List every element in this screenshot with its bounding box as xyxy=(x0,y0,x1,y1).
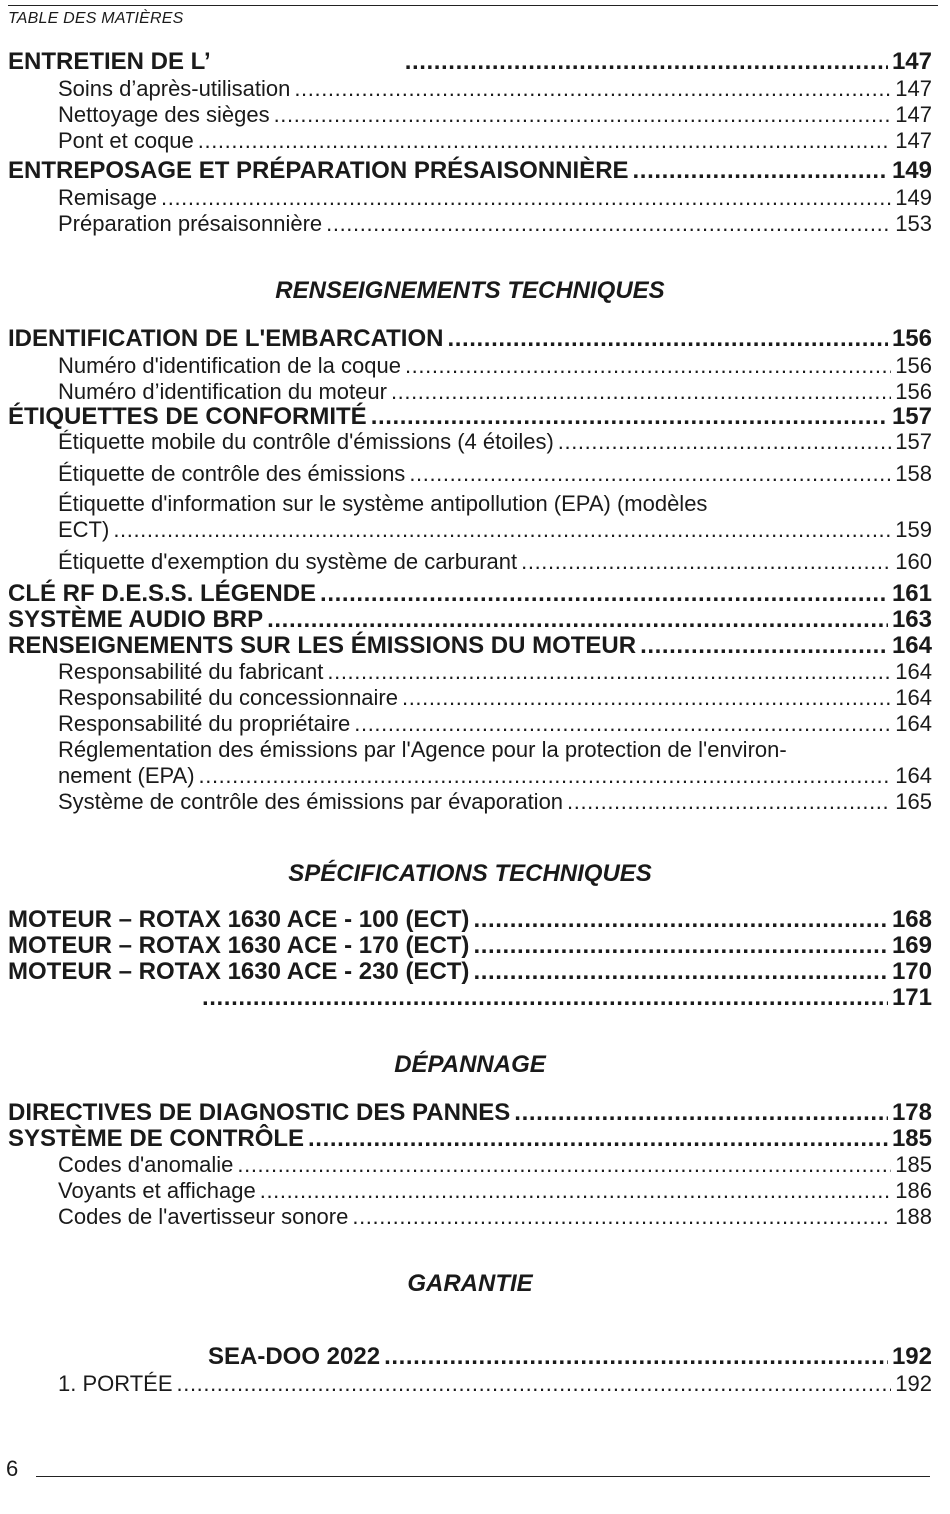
toc-leader xyxy=(294,76,891,102)
toc-entry-label: Responsabilité du fabricant xyxy=(58,659,324,684)
toc-entry-label: CLÉ RF D.E.S.S. LÉGENDE xyxy=(8,580,317,607)
toc-entry-level1[interactable] xyxy=(8,932,932,960)
toc-entry-level2[interactable] xyxy=(58,128,932,154)
toc-entry-page: 160 xyxy=(895,549,932,574)
toc-leader xyxy=(267,606,888,634)
toc-entry-page: 164 xyxy=(895,763,932,788)
toc-entry-level2[interactable] xyxy=(58,1371,932,1397)
toc-entry-label: Étiquette mobile du contrôle d'émissions (4 étoiles) xyxy=(58,429,554,454)
toc-leader xyxy=(405,353,891,379)
toc-entry-page: 153 xyxy=(895,211,932,236)
toc-entry-page: 185 xyxy=(891,1125,932,1152)
toc-entry-label: ÉTIQUETTES DE CONFORMITÉ xyxy=(8,403,367,430)
toc-entry-level1[interactable] xyxy=(8,403,932,431)
toc-entry-page: 171 xyxy=(891,984,932,1011)
header-rule xyxy=(8,5,938,6)
toc-entry-label: RENSEIGNEMENTS SUR LES ÉMISSIONS DU MOTEUR xyxy=(8,632,637,659)
toc-entry-label: Nettoyage des sièges xyxy=(58,102,270,127)
toc-leader xyxy=(447,325,887,353)
toc-entry-label: MOTEUR – ROTAX 1630 ACE - 230 (ECT) xyxy=(8,958,470,985)
toc-entry-level1[interactable] xyxy=(8,984,932,1012)
toc-leader xyxy=(391,379,891,405)
toc-entry-page: 188 xyxy=(895,1204,932,1229)
toc-entry-page: 164 xyxy=(895,711,932,736)
toc-leader xyxy=(473,906,888,934)
toc-entry-label: Pont et coque xyxy=(58,128,194,153)
toc-leader xyxy=(161,185,891,211)
toc-entry-label: Remisage xyxy=(58,185,158,210)
toc-entry-page: 147 xyxy=(895,128,932,153)
section-heading: RENSEIGNEMENTS TECHNIQUES xyxy=(275,277,665,304)
toc-entry-label: nement (EPA) xyxy=(58,763,195,788)
toc-leader xyxy=(237,1152,891,1178)
toc-entry-level2[interactable] xyxy=(58,549,932,575)
toc-entry-label: SYSTÈME AUDIO BRP xyxy=(8,606,264,633)
toc-leader xyxy=(521,549,891,575)
toc-entry-page: 186 xyxy=(895,1178,932,1203)
section-heading: DÉPANNAGE xyxy=(394,1051,546,1078)
toc-entry-label: Responsabilité du concessionnaire xyxy=(58,685,398,710)
page-number: 6 xyxy=(6,1456,19,1481)
toc-entry-label: MOTEUR – ROTAX 1630 ACE - 100 (ECT) xyxy=(8,906,470,933)
toc-entry-label: Préparation présaisonnière xyxy=(58,211,323,236)
toc-leader xyxy=(177,1371,892,1397)
toc-entry-label: Responsabilité du propriétaire xyxy=(58,711,351,736)
toc-entry-level2[interactable] xyxy=(58,517,932,543)
toc-leader xyxy=(274,102,892,128)
toc-entry-level2[interactable] xyxy=(58,461,932,487)
toc-entry-level1[interactable] xyxy=(8,48,932,76)
toc-entry-level2[interactable] xyxy=(58,1152,932,1178)
toc-entry-level1[interactable] xyxy=(8,606,932,634)
toc-entry-page: 147 xyxy=(895,102,932,127)
toc-entry-level2[interactable] xyxy=(58,763,932,789)
toc-entry-label: Codes d'anomalie xyxy=(58,1152,234,1177)
section-heading: SPÉCIFICATIONS TECHNIQUES xyxy=(288,860,652,887)
toc-entry-label: ECT) xyxy=(58,517,110,542)
toc-leader xyxy=(202,984,888,1012)
toc-entry-page: 149 xyxy=(895,185,932,210)
toc-entry-label: Soins d’après-utilisation xyxy=(58,76,291,101)
toc-entry-label: ENTRETIEN DE L’ xyxy=(8,48,211,75)
toc-entry-page: 192 xyxy=(891,1343,932,1370)
toc-entry-level2[interactable] xyxy=(58,102,932,128)
toc-entry-level1[interactable] xyxy=(8,580,932,608)
toc-entry-page: 157 xyxy=(891,403,932,430)
toc-entry-page: 157 xyxy=(895,429,932,454)
toc-entry-level1[interactable] xyxy=(8,325,932,353)
toc-leader xyxy=(199,763,892,789)
running-header: TABLE DES MATIÈRES xyxy=(8,10,184,27)
toc-entry-page: 192 xyxy=(895,1371,932,1396)
section-heading: GARANTIE xyxy=(407,1270,533,1297)
toc-leader xyxy=(260,1178,892,1204)
toc-leader xyxy=(354,711,891,737)
toc-entry-label: Codes de l'avertisseur sonore xyxy=(58,1204,349,1229)
toc-entry-page: 163 xyxy=(891,606,932,633)
toc-entry-label: Étiquette de contrôle des émissions xyxy=(58,461,406,486)
toc-entry-page: 156 xyxy=(891,325,932,352)
toc-entry-label: ENTREPOSAGE ET PRÉPARATION PRÉSAISONNIÈRE xyxy=(8,157,629,184)
toc-entry-level1[interactable] xyxy=(208,1343,932,1371)
toc-entry-label: SEA-DOO 2022 xyxy=(208,1343,381,1370)
toc-entry-level2[interactable] xyxy=(58,789,932,815)
toc-entry-label: DIRECTIVES DE DIAGNOSTIC DES PANNES xyxy=(8,1099,511,1126)
toc-leader xyxy=(640,632,888,660)
toc-entry-page: 164 xyxy=(891,632,932,659)
toc-entry-level2[interactable] xyxy=(58,1178,932,1204)
toc-entry-level2[interactable] xyxy=(58,685,932,711)
toc-leader xyxy=(384,1343,888,1371)
toc-entry-page: 158 xyxy=(895,461,932,486)
toc-entry-level1[interactable] xyxy=(8,157,932,185)
toc-entry-label: MOTEUR – ROTAX 1630 ACE - 170 (ECT) xyxy=(8,932,470,959)
toc-entry-level2[interactable] xyxy=(58,711,932,737)
toc-leader xyxy=(558,429,891,455)
toc-entry-label-line1: Réglementation des émissions par l'Agence pour la protection de l'environ- xyxy=(58,737,787,762)
toc-entry-label: Numéro d'identification de la coque xyxy=(58,353,401,378)
toc-entry-level1[interactable] xyxy=(8,958,932,986)
toc-entry-page: 164 xyxy=(895,685,932,710)
toc-entry-label: IDENTIFICATION DE L'EMBARCATION xyxy=(8,325,444,352)
toc-entry-level2[interactable] xyxy=(58,353,932,379)
toc-leader xyxy=(113,517,891,543)
toc-entry-label: SYSTÈME DE CONTRÔLE xyxy=(8,1125,305,1152)
toc-entry-level2[interactable] xyxy=(58,379,932,405)
toc-leader xyxy=(327,659,891,685)
toc-entry-page: 149 xyxy=(891,157,932,184)
toc-entry-label: Étiquette d'exemption du système de carburant xyxy=(58,549,518,574)
toc-entry-label-line1: Étiquette d'information sur le système antipollution (EPA) (modèles xyxy=(58,491,708,516)
toc-entry-page: 156 xyxy=(895,379,932,404)
toc-leader xyxy=(371,403,888,431)
toc-entry-level1[interactable] xyxy=(8,1099,932,1127)
toc-entry-level1[interactable] xyxy=(8,906,932,934)
toc-entry-label: Système de contrôle des émissions par évaporation xyxy=(58,789,564,814)
toc-leader xyxy=(409,461,891,487)
toc-leader xyxy=(326,211,891,237)
toc-entry-level2[interactable] xyxy=(58,76,932,102)
toc-entry-page: 164 xyxy=(895,659,932,684)
toc-leader xyxy=(402,685,891,711)
toc-entry-level2[interactable] xyxy=(58,429,932,455)
toc-leader xyxy=(308,1125,888,1153)
toc-entry-level1[interactable] xyxy=(8,1125,932,1153)
toc-entry-page: 161 xyxy=(891,580,932,607)
toc-entry-page: 169 xyxy=(891,932,932,959)
toc-entry-page: 168 xyxy=(891,906,932,933)
toc-leader xyxy=(352,1204,891,1230)
toc-entry-level2[interactable] xyxy=(58,185,932,211)
toc-entry-label: Numéro d’identification du moteur xyxy=(58,379,387,404)
toc-entry-page: 156 xyxy=(895,353,932,378)
footer-rule xyxy=(36,1476,930,1477)
toc-entry-level2[interactable] xyxy=(58,659,932,685)
toc-leader xyxy=(473,932,888,960)
toc-entry-label: 1. PORTÉE xyxy=(58,1371,173,1396)
toc-entry-page: 170 xyxy=(891,958,932,985)
toc-entry-page: 147 xyxy=(891,48,932,75)
toc-leader xyxy=(473,958,888,986)
toc-entry-level2[interactable] xyxy=(58,211,932,237)
toc-entry-level2[interactable] xyxy=(58,1204,932,1230)
toc-entry-page: 165 xyxy=(895,789,932,814)
toc-entry-page: 185 xyxy=(895,1152,932,1177)
toc-entry-page: 147 xyxy=(895,76,932,101)
toc-leader xyxy=(514,1099,888,1127)
toc-entry-label: Voyants et affichage xyxy=(58,1178,256,1203)
toc-entry-page: 178 xyxy=(891,1099,932,1126)
toc-leader xyxy=(320,580,888,608)
toc-leader xyxy=(405,48,888,76)
toc-leader xyxy=(567,789,891,815)
toc-entry-level1[interactable] xyxy=(8,632,932,660)
toc-entry-page: 159 xyxy=(895,517,932,542)
toc-leader xyxy=(633,157,888,185)
toc-leader xyxy=(198,128,892,154)
